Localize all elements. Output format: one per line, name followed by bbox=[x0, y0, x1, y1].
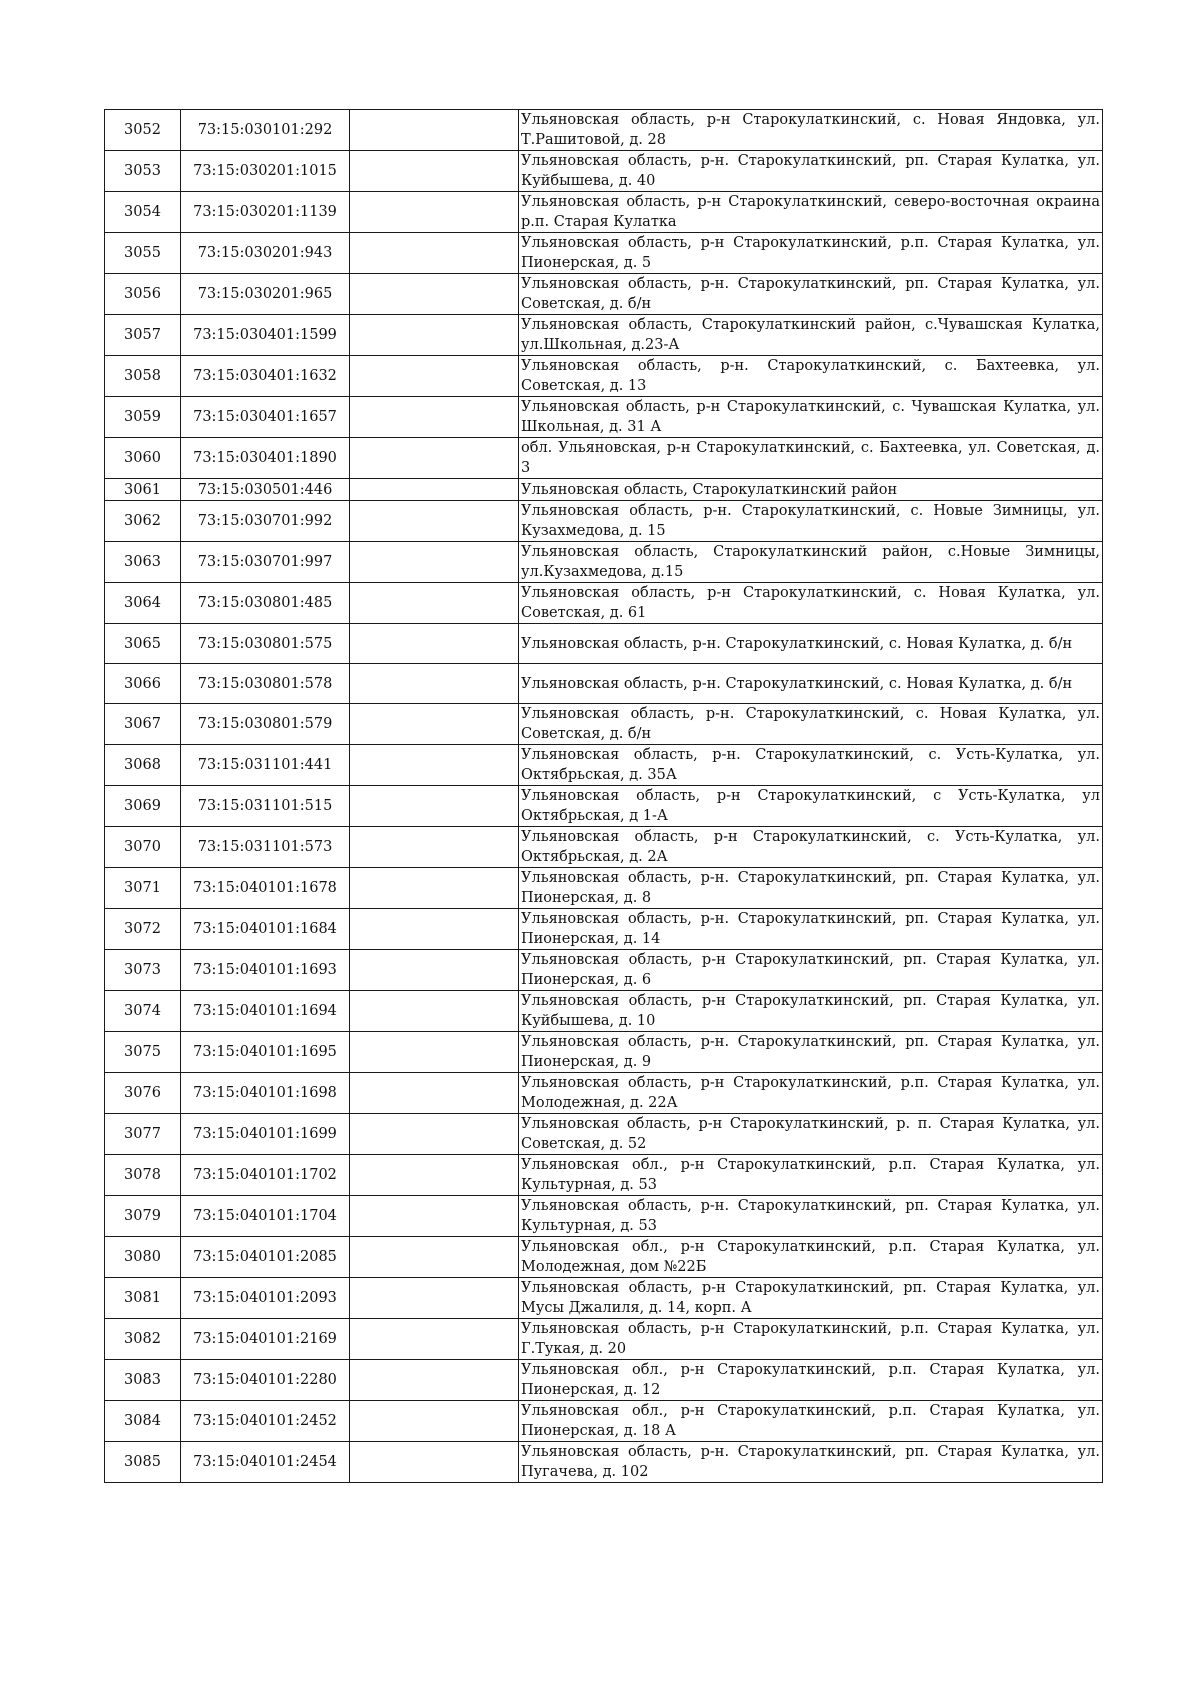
empty-cell bbox=[350, 356, 519, 397]
row-number-cell: 3072 bbox=[105, 909, 181, 950]
table-row bbox=[105, 356, 1103, 397]
table-row bbox=[105, 479, 1103, 501]
empty-cell bbox=[350, 583, 519, 624]
cadastral-number-cell: 73:15:040101:1684 bbox=[181, 909, 350, 950]
table-row bbox=[105, 151, 1103, 192]
empty-cell bbox=[350, 397, 519, 438]
table-row bbox=[105, 583, 1103, 624]
address-cell: Ульяновская область, р-н. Старокулаткинский, рп. Старая Кулатка, ул. Пугачева, д. 102 bbox=[519, 1442, 1103, 1483]
table-row bbox=[105, 501, 1103, 542]
row-number-cell: 3053 bbox=[105, 151, 181, 192]
address-cell: Ульяновская область, Старокулаткинский район bbox=[519, 479, 1103, 501]
address-cell: Ульяновская область, р-н. Старокулаткинский, с. Новые Зимницы, ул. Кузахмедова, д. 15 bbox=[519, 501, 1103, 542]
empty-cell bbox=[350, 438, 519, 479]
row-number-cell: 3063 bbox=[105, 542, 181, 583]
row-number-cell: 3076 bbox=[105, 1073, 181, 1114]
cadastral-number-cell: 73:15:030401:1657 bbox=[181, 397, 350, 438]
table-row bbox=[105, 868, 1103, 909]
cadastral-number-cell: 73:15:030801:485 bbox=[181, 583, 350, 624]
empty-cell bbox=[350, 1360, 519, 1401]
address-cell: Ульяновская область, р-н. Старокулаткинский, рп. Старая Кулатка, ул. Культурная, д. 53 bbox=[519, 1196, 1103, 1237]
empty-cell bbox=[350, 110, 519, 151]
empty-cell bbox=[350, 745, 519, 786]
address-cell: Ульяновская область, р-н Старокулаткинский, с. Новая Яндовка, ул. Т.Рашитовой, д. 28 bbox=[519, 110, 1103, 151]
cadastral-number-cell: 73:15:040101:2454 bbox=[181, 1442, 350, 1483]
address-cell: Ульяновская обл., р-н Старокулаткинский, р.п. Старая Кулатка, ул. Молодежная, дом №22Б bbox=[519, 1237, 1103, 1278]
table-row bbox=[105, 1196, 1103, 1237]
empty-cell bbox=[350, 664, 519, 704]
table-row bbox=[105, 110, 1103, 151]
row-number-cell: 3071 bbox=[105, 868, 181, 909]
address-cell: Ульяновская область, р-н Старокулаткинский, с. Чувашская Кулатка, ул. Школьная, д. 31 А bbox=[519, 397, 1103, 438]
address-cell: Ульяновская область, р-н. Старокулаткинский, рп. Старая Кулатка, ул. Пионерская, д. 8 bbox=[519, 868, 1103, 909]
cadastral-number-cell: 73:15:030701:997 bbox=[181, 542, 350, 583]
cadastral-number-cell: 73:15:030201:965 bbox=[181, 274, 350, 315]
empty-cell bbox=[350, 315, 519, 356]
table-row bbox=[105, 704, 1103, 745]
address-cell: Ульяновская область, р-н Старокулаткинский, рп. Старая Кулатка, ул. Мусы Джалиля, д. 14, корп. А bbox=[519, 1278, 1103, 1319]
address-cell: Ульяновская область, р-н. Старокулаткинский, рп. Старая Кулатка, ул. Куйбышева, д. 40 bbox=[519, 151, 1103, 192]
table-row bbox=[105, 1278, 1103, 1319]
cadastral-number-cell: 73:15:030701:992 bbox=[181, 501, 350, 542]
row-number-cell: 3064 bbox=[105, 583, 181, 624]
row-number-cell: 3069 bbox=[105, 786, 181, 827]
empty-cell bbox=[350, 1401, 519, 1442]
row-number-cell: 3052 bbox=[105, 110, 181, 151]
address-cell: Ульяновская область, р-н Старокулаткинский, р.п. Старая Кулатка, ул. Пионерская, д. 5 bbox=[519, 233, 1103, 274]
address-cell: Ульяновская область, р-н. Старокулаткинский, с. Новая Кулатка, ул. Советская, д. б/н bbox=[519, 704, 1103, 745]
empty-cell bbox=[350, 909, 519, 950]
row-number-cell: 3081 bbox=[105, 1278, 181, 1319]
address-cell: Ульяновская область, р-н. Старокулаткинский, рп. Старая Кулатка, ул. Пионерская, д. 9 bbox=[519, 1032, 1103, 1073]
cadastral-number-cell: 73:15:030801:579 bbox=[181, 704, 350, 745]
table-row bbox=[105, 315, 1103, 356]
cadastral-number-cell: 73:15:030101:292 bbox=[181, 110, 350, 151]
cadastral-number-cell: 73:15:030201:1015 bbox=[181, 151, 350, 192]
address-cell: Ульяновская обл., р-н Старокулаткинский, р.п. Старая Кулатка, ул. Культурная, д. 53 bbox=[519, 1155, 1103, 1196]
table-row bbox=[105, 192, 1103, 233]
table-row bbox=[105, 274, 1103, 315]
empty-cell bbox=[350, 1278, 519, 1319]
address-cell: Ульяновская область, р-н Старокулаткинский, р. п. Старая Кулатка, ул. Советская, д. 52 bbox=[519, 1114, 1103, 1155]
row-number-cell: 3078 bbox=[105, 1155, 181, 1196]
row-number-cell: 3070 bbox=[105, 827, 181, 868]
row-number-cell: 3061 bbox=[105, 479, 181, 501]
table-row bbox=[105, 909, 1103, 950]
cadastral-number-cell: 73:15:031101:441 bbox=[181, 745, 350, 786]
row-number-cell: 3083 bbox=[105, 1360, 181, 1401]
empty-cell bbox=[350, 950, 519, 991]
address-cell: Ульяновская обл., р-н Старокулаткинский, р.п. Старая Кулатка, ул. Пионерская, д. 18 А bbox=[519, 1401, 1103, 1442]
row-number-cell: 3060 bbox=[105, 438, 181, 479]
cadastral-number-cell: 73:15:030501:446 bbox=[181, 479, 350, 501]
cadastral-number-cell: 73:15:031101:515 bbox=[181, 786, 350, 827]
table-row bbox=[105, 745, 1103, 786]
row-number-cell: 3062 bbox=[105, 501, 181, 542]
table-row bbox=[105, 950, 1103, 991]
table-row bbox=[105, 1442, 1103, 1483]
cadastral-number-cell: 73:15:040101:1678 bbox=[181, 868, 350, 909]
cadastral-number-cell: 73:15:040101:1699 bbox=[181, 1114, 350, 1155]
row-number-cell: 3073 bbox=[105, 950, 181, 991]
empty-cell bbox=[350, 501, 519, 542]
table-row bbox=[105, 542, 1103, 583]
cadastral-number-cell: 73:15:030801:575 bbox=[181, 624, 350, 664]
cadastral-number-cell: 73:15:040101:1698 bbox=[181, 1073, 350, 1114]
empty-cell bbox=[350, 1196, 519, 1237]
empty-cell bbox=[350, 868, 519, 909]
row-number-cell: 3056 bbox=[105, 274, 181, 315]
address-cell: Ульяновская область, р-н Старокулаткинский, р.п. Старая Кулатка, ул. Г.Тукая, д. 20 bbox=[519, 1319, 1103, 1360]
cadastral-number-cell: 73:15:040101:1702 bbox=[181, 1155, 350, 1196]
address-cell: Ульяновская область, Старокулаткинский район, с.Чувашская Кулатка, ул.Школьная, д.23-А bbox=[519, 315, 1103, 356]
empty-cell bbox=[350, 786, 519, 827]
register-body bbox=[105, 110, 1103, 1483]
empty-cell bbox=[350, 827, 519, 868]
table-row bbox=[105, 1401, 1103, 1442]
address-cell: Ульяновская область, р-н. Старокулаткинский, с. Новая Кулатка, д. б/н bbox=[519, 624, 1103, 664]
empty-cell bbox=[350, 1155, 519, 1196]
row-number-cell: 3057 bbox=[105, 315, 181, 356]
empty-cell bbox=[350, 1319, 519, 1360]
address-cell: Ульяновская область, р-н. Старокулаткинский, с. Бахтеевка, ул. Советская, д. 13 bbox=[519, 356, 1103, 397]
table-row bbox=[105, 786, 1103, 827]
address-cell: Ульяновская область, р-н Старокулаткинский, с. Усть-Кулатка, ул. Октябрьская, д. 2А bbox=[519, 827, 1103, 868]
table-row bbox=[105, 1319, 1103, 1360]
row-number-cell: 3080 bbox=[105, 1237, 181, 1278]
row-number-cell: 3065 bbox=[105, 624, 181, 664]
address-cell: Ульяновская область, р-н Старокулаткинский, рп. Старая Кулатка, ул. Куйбышева, д. 10 bbox=[519, 991, 1103, 1032]
empty-cell bbox=[350, 479, 519, 501]
row-number-cell: 3075 bbox=[105, 1032, 181, 1073]
table-row bbox=[105, 624, 1103, 664]
empty-cell bbox=[350, 274, 519, 315]
empty-cell bbox=[350, 1032, 519, 1073]
table-row bbox=[105, 991, 1103, 1032]
table-row bbox=[105, 1237, 1103, 1278]
address-cell: Ульяновская область, р-н. Старокулаткинский, рп. Старая Кулатка, ул. Советская, д. б/н bbox=[519, 274, 1103, 315]
empty-cell bbox=[350, 1114, 519, 1155]
row-number-cell: 3067 bbox=[105, 704, 181, 745]
row-number-cell: 3066 bbox=[105, 664, 181, 704]
table-row bbox=[105, 1032, 1103, 1073]
cadastral-number-cell: 73:15:030801:578 bbox=[181, 664, 350, 704]
cadastral-number-cell: 73:15:040101:1693 bbox=[181, 950, 350, 991]
address-cell: Ульяновская область, р-н. Старокулаткинский, рп. Старая Кулатка, ул. Пионерская, д. 14 bbox=[519, 909, 1103, 950]
cadastral-number-cell: 73:15:040101:2085 bbox=[181, 1237, 350, 1278]
cadastral-number-cell: 73:15:040101:2093 bbox=[181, 1278, 350, 1319]
row-number-cell: 3055 bbox=[105, 233, 181, 274]
table-row bbox=[105, 1155, 1103, 1196]
address-cell: Ульяновская область, Старокулаткинский район, с.Новые Зимницы, ул.Кузахмедова, д.15 bbox=[519, 542, 1103, 583]
table-row bbox=[105, 1114, 1103, 1155]
address-cell: Ульяновская область, р-н Старокулаткинский, р.п. Старая Кулатка, ул. Молодежная, д. 22А bbox=[519, 1073, 1103, 1114]
table-row bbox=[105, 664, 1103, 704]
address-cell: Ульяновская область, р-н. Старокулаткинский, с. Усть-Кулатка, ул. Октябрьская, д. 35А bbox=[519, 745, 1103, 786]
cadastral-number-cell: 73:15:030201:943 bbox=[181, 233, 350, 274]
table-row bbox=[105, 397, 1103, 438]
cadastral-number-cell: 73:15:040101:2169 bbox=[181, 1319, 350, 1360]
row-number-cell: 3079 bbox=[105, 1196, 181, 1237]
table-row bbox=[105, 827, 1103, 868]
empty-cell bbox=[350, 1237, 519, 1278]
address-cell: Ульяновская область, р-н Старокулаткинский, рп. Старая Кулатка, ул. Пионерская, д. 6 bbox=[519, 950, 1103, 991]
cadastral-number-cell: 73:15:030401:1599 bbox=[181, 315, 350, 356]
cadastral-number-cell: 73:15:040101:2452 bbox=[181, 1401, 350, 1442]
address-cell: обл. Ульяновская, р-н Старокулаткинский, с. Бахтеевка, ул. Советская, д. 3 bbox=[519, 438, 1103, 479]
cadastral-number-cell: 73:15:040101:2280 bbox=[181, 1360, 350, 1401]
row-number-cell: 3077 bbox=[105, 1114, 181, 1155]
row-number-cell: 3059 bbox=[105, 397, 181, 438]
cadastral-number-cell: 73:15:030401:1632 bbox=[181, 356, 350, 397]
address-cell: Ульяновская область, р-н Старокулаткинский, северо-восточная окраина р.п. Старая Кулатка bbox=[519, 192, 1103, 233]
address-cell: Ульяновская обл., р-н Старокулаткинский, р.п. Старая Кулатка, ул. Пионерская, д. 12 bbox=[519, 1360, 1103, 1401]
empty-cell bbox=[350, 542, 519, 583]
row-number-cell: 3068 bbox=[105, 745, 181, 786]
empty-cell bbox=[350, 991, 519, 1032]
table-row bbox=[105, 438, 1103, 479]
table-row bbox=[105, 233, 1103, 274]
cadastral-number-cell: 73:15:031101:573 bbox=[181, 827, 350, 868]
row-number-cell: 3082 bbox=[105, 1319, 181, 1360]
cadastral-number-cell: 73:15:030201:1139 bbox=[181, 192, 350, 233]
empty-cell bbox=[350, 624, 519, 664]
row-number-cell: 3085 bbox=[105, 1442, 181, 1483]
table-row bbox=[105, 1073, 1103, 1114]
address-cell: Ульяновская область, р-н. Старокулаткинский, с. Новая Кулатка, д. б/н bbox=[519, 664, 1103, 704]
table-row bbox=[105, 1360, 1103, 1401]
property-register-table bbox=[104, 109, 1103, 1483]
empty-cell bbox=[350, 1073, 519, 1114]
address-cell: Ульяновская область, р-н Старокулаткинский, с Усть-Кулатка, ул Октябрьская, д 1-А bbox=[519, 786, 1103, 827]
row-number-cell: 3074 bbox=[105, 991, 181, 1032]
cadastral-number-cell: 73:15:040101:1695 bbox=[181, 1032, 350, 1073]
row-number-cell: 3084 bbox=[105, 1401, 181, 1442]
row-number-cell: 3054 bbox=[105, 192, 181, 233]
empty-cell bbox=[350, 1442, 519, 1483]
cadastral-number-cell: 73:15:040101:1704 bbox=[181, 1196, 350, 1237]
empty-cell bbox=[350, 151, 519, 192]
row-number-cell: 3058 bbox=[105, 356, 181, 397]
empty-cell bbox=[350, 704, 519, 745]
empty-cell bbox=[350, 233, 519, 274]
cadastral-number-cell: 73:15:030401:1890 bbox=[181, 438, 350, 479]
address-cell: Ульяновская область, р-н Старокулаткинский, с. Новая Кулатка, ул. Советская, д. 61 bbox=[519, 583, 1103, 624]
cadastral-number-cell: 73:15:040101:1694 bbox=[181, 991, 350, 1032]
empty-cell bbox=[350, 192, 519, 233]
